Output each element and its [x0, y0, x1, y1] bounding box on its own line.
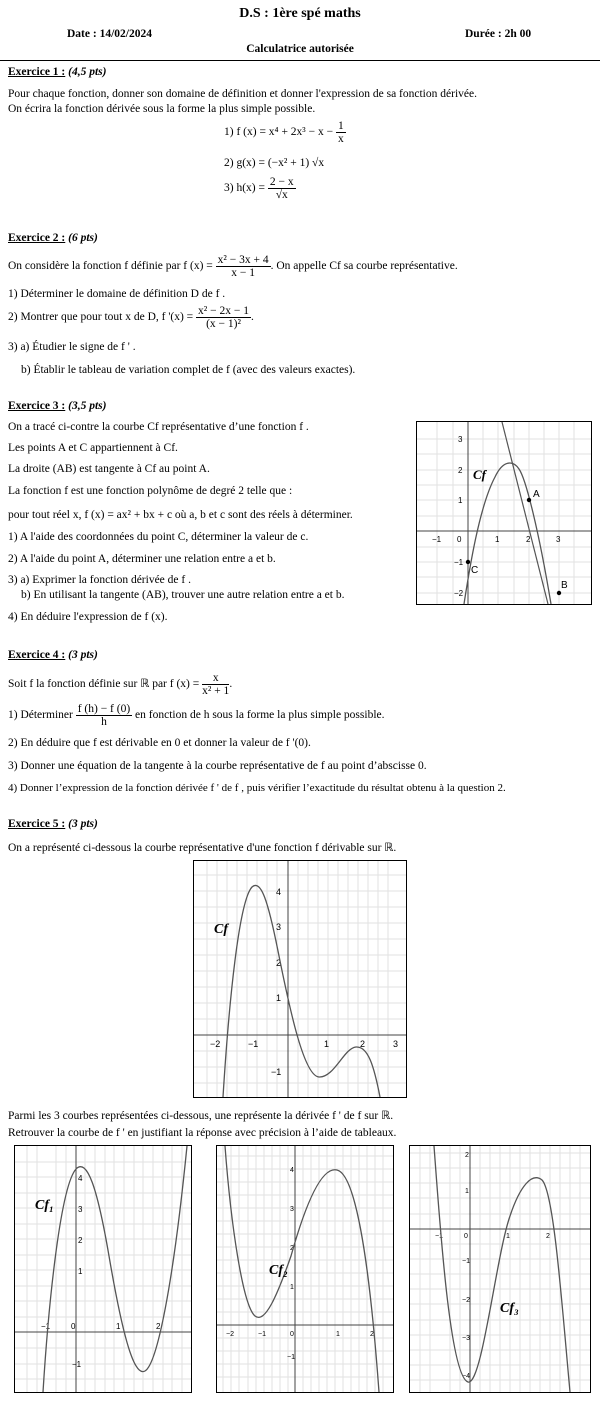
ex5-xtick: 1: [324, 1039, 330, 1049]
cf3-ytick: −2: [462, 1297, 470, 1304]
ex3-curve-cf: [464, 463, 551, 604]
ex3-point-b: [557, 591, 561, 595]
cf1-xtick: −1: [41, 1322, 51, 1331]
cf3-graph: [409, 1145, 591, 1393]
ex5-points: (3 pts): [68, 818, 98, 830]
ex3-graph: [416, 421, 592, 605]
ex4-q4: 4) Donner l’expression de la fonction dérivée f ' de f , puis vérifier l’exactitude du résultat obtenu à la question 2.: [8, 782, 506, 794]
ex4-q2: 2) En déduire que f est dérivable en 0 et donner la valeur de f '(0).: [8, 737, 311, 749]
ex4-intro-num: x: [202, 672, 229, 685]
ex4-q1-b: en fonction de h sous la forme la plus simple possible.: [135, 709, 385, 722]
ex3-xtick: 1: [495, 535, 500, 544]
ex3-q1: 1) A l'aide des coordonnées du point C, déterminer la valeur de c.: [8, 531, 309, 543]
ex3-grid: [417, 422, 591, 604]
ex5-xtick: −2: [210, 1039, 221, 1049]
ex4-heading: [8, 649, 98, 661]
ex3-label-b: B: [561, 580, 568, 591]
ex2-q2: 2) Montrer que pour tout x de D, f '(x) = $\frac{\text{x² − 2x − 1}}{\text{(x − 1)²}}$ .: [8, 305, 254, 330]
ex2-q3a: 3) a) Étudier le signe de f ' .: [8, 341, 136, 353]
ex2-points: (6 pts): [68, 232, 98, 244]
ex2-title: Exercice 2 :: [8, 232, 66, 244]
ex2-intro-den: x − 1: [231, 267, 255, 279]
cf2-graph: [216, 1145, 394, 1393]
ex3-point-a: [527, 498, 531, 502]
cf2-xtick: 2: [370, 1331, 374, 1338]
ex5-xtick: −1: [248, 1039, 259, 1049]
cf2-xtick: 0: [290, 1331, 294, 1338]
cf2-xtick: 1: [336, 1331, 340, 1338]
ex3-label-c: C: [471, 565, 479, 576]
ex5-ytick: 4: [276, 887, 282, 897]
ex1-f1-den: x: [337, 133, 344, 145]
ex3-point-c: [466, 560, 470, 564]
cf2-ytick: 2: [290, 1245, 294, 1252]
ex5-ytick: 1: [276, 993, 282, 1003]
ex5-intro: On a représenté ci-dessous la courbe représentative d'une fonction f dérivable sur ℝ.: [8, 842, 397, 854]
ex2-intro-a: On considère la fonction f définie par f (x) =: [8, 260, 213, 273]
ex3-xtick: 3: [556, 535, 561, 544]
ex2-q1: 1) Déterminer le domaine de définition D de f .: [8, 288, 226, 300]
cf2-xtick: −2: [226, 1331, 234, 1338]
ex4-q1-den: h: [101, 716, 107, 728]
ex3-q4: 4) En déduire l'expression de f (x).: [8, 611, 168, 623]
ex5-text2: Retrouver la courbe de f ' en justifiant la réponse avec précision à l’aide de tableaux.: [8, 1127, 397, 1139]
ex5-xtick: 2: [360, 1039, 366, 1049]
ex2-intro-num: x² − 3x + 4: [217, 254, 269, 266]
ex5-main-graph-svg: [194, 861, 406, 1097]
cf3-xtick: 2: [546, 1233, 550, 1240]
ex3-l2: Les points A et C appartiennent à Cf.: [8, 442, 178, 454]
ex1-f1-text: 1) f (x) = x⁴ + 2x³ − x −: [224, 126, 334, 139]
ex4-q1-num: f (h) − f (0): [77, 703, 131, 715]
ex4-q1-a: 1) Déterminer: [8, 709, 73, 722]
ex2-heading: [8, 232, 98, 244]
cf1-curve: [43, 1146, 187, 1392]
ex2-q2-a: 2) Montrer que pour tout x de D, f '(x) =: [8, 311, 194, 324]
cf2-xtick: −1: [258, 1331, 266, 1338]
calculator-note: Calculatrice autorisée: [246, 43, 354, 55]
ex2-q2-den: (x − 1)²: [206, 318, 241, 330]
ex3-xtick: 2: [526, 535, 531, 544]
ex1-f3-num: 2 − x: [269, 176, 294, 188]
cf2-ytick: 4: [290, 1167, 294, 1174]
header-rule: [0, 60, 600, 61]
cf3-graph-svg: [410, 1146, 590, 1392]
ex5-text1: Parmi les 3 courbes représentées ci-dessous, une représente la dérivée f ' de f sur ℝ.: [8, 1110, 394, 1122]
ex1-line2: On écrira la fonction dérivée sous la forme la plus simple possible.: [8, 103, 316, 115]
cf1-graph-svg: [15, 1146, 191, 1392]
cf3-ytick: −4: [462, 1373, 470, 1380]
page-title: D.S : 1ère spé maths: [239, 6, 361, 21]
cf2-ytick: −1: [287, 1354, 295, 1361]
cf2-label: Cf₂: [269, 1263, 288, 1278]
cf1-xtick: 1: [116, 1322, 121, 1331]
cf2-ytick: 1: [290, 1284, 294, 1291]
ex1-f3-den: √x: [275, 189, 288, 201]
ex4-q1: [8, 703, 385, 728]
ex2-intro: [8, 254, 458, 279]
ex3-xtick: −1: [432, 535, 442, 544]
ex4-title: Exercice 4 :: [8, 649, 66, 661]
ex2-q3b: b) Établir le tableau de variation complet de f (avec des valeurs exactes).: [21, 364, 356, 376]
cf1-xtick: 2: [156, 1322, 161, 1331]
ex3-l1: On a tracé ci-contre la courbe Cf représentative d’une fonction f .: [8, 421, 309, 433]
ex5-xtick: 3: [393, 1039, 399, 1049]
ex3-ytick: 2: [458, 466, 463, 475]
cf2-graph-svg: [217, 1146, 393, 1392]
ex3-label-a: A: [533, 489, 540, 500]
ex3-ytick: −1: [454, 558, 464, 567]
ex4-intro-a: Soit f la fonction définie sur ℝ par f (x) =: [8, 678, 200, 691]
ex3-q3a: 3) a) Exprimer la fonction dérivée de f .: [8, 574, 191, 586]
ex3-label-cf: Cf: [473, 467, 486, 482]
ex5-ytick: 3: [276, 922, 282, 932]
ex3-heading: [8, 400, 106, 412]
cf2-ytick: 3: [290, 1206, 294, 1213]
cf1-grid: [15, 1146, 191, 1392]
ex1-heading: [8, 66, 106, 78]
ex4-q3: 3) Donner une équation de la tangente à la courbe représentative de f au point d’abscisse 0.: [8, 760, 427, 772]
ex2-intro-b: . On appelle Cf sa courbe représentative.: [270, 260, 458, 273]
cf1-ytick: 4: [78, 1174, 83, 1183]
ex3-xtick: 0: [457, 535, 462, 544]
ex4-intro-b: .: [229, 678, 233, 691]
ex1-f3-text: 3) h(x) =: [224, 182, 265, 195]
ex3-points: (3,5 pts): [68, 400, 107, 412]
ex3-q3b: b) En utilisant la tangente (AB), trouver une autre relation entre a et b.: [21, 589, 345, 601]
ex5-ytick: 2: [276, 958, 282, 968]
ex1-f3: [224, 176, 296, 201]
cf1-label: Cf₁: [35, 1198, 54, 1213]
ex3-l3: La droite (AB) est tangente à Cf au point A.: [8, 463, 210, 475]
ex3-ytick: −2: [454, 589, 464, 598]
cf3-ytick: −1: [462, 1258, 470, 1265]
ex1-line1: Pour chaque fonction, donner son domaine de définition et donner l'expression de sa fonction dérivée.: [8, 88, 477, 100]
ex4-points: (3 pts): [68, 649, 98, 661]
ex1-f1: [224, 120, 346, 145]
cf1-xtick: 0: [71, 1322, 76, 1331]
ex3-title: Exercice 3 :: [8, 400, 66, 412]
ex3-graph-svg: [417, 422, 591, 604]
ex4-intro-den: x² + 1: [202, 685, 230, 697]
cf3-xtick: 1: [506, 1233, 510, 1240]
ex3-ytick: 1: [458, 496, 463, 505]
ex4-intro: [8, 672, 232, 697]
ex3-ytick: 3: [458, 435, 463, 444]
ex1-f2: 2) g(x) = (−x² + 1) √x: [224, 157, 325, 169]
cf1-ytick: 1: [78, 1267, 83, 1276]
exam-date: Date : 14/02/2024: [67, 28, 152, 40]
cf3-xtick: −1: [435, 1233, 443, 1240]
ex1-title: Exercice 1 :: [8, 66, 66, 78]
ex5-heading: [8, 818, 98, 830]
ex5-ytick: −1: [271, 1067, 282, 1077]
ex3-l4: La fonction f est une fonction polynôme de degré 2 telle que :: [8, 485, 293, 497]
cf3-ytick: 2: [465, 1152, 469, 1159]
cf3-ytick: −3: [462, 1335, 470, 1342]
cf1-ytick: 3: [78, 1205, 83, 1214]
cf1-ytick: −1: [72, 1360, 82, 1369]
cf3-label: Cf₃: [500, 1301, 519, 1316]
ex1-points: (4,5 pts): [68, 66, 107, 78]
cf3-ytick: 1: [465, 1188, 469, 1195]
ex3-q2: 2) A l'aide du point A, déterminer une relation entre a et b.: [8, 553, 276, 565]
cf3-xtick: 0: [464, 1233, 468, 1240]
ex2-q2-num: x² − 2x − 1: [198, 305, 249, 317]
cf1-graph: [14, 1145, 192, 1393]
ex5-main-graph: [193, 860, 407, 1098]
ex1-f1-num: 1: [337, 120, 344, 132]
ex5-label-cf: Cf: [214, 922, 228, 937]
exam-duration: Durée : 2h 00: [465, 28, 532, 40]
cf1-ytick: 2: [78, 1236, 83, 1245]
ex5-title: Exercice 5 :: [8, 818, 66, 830]
ex3-l5: pour tout réel x, f (x) = ax² + bx + c où a, b et c sont des réels à déterminer.: [8, 509, 353, 521]
